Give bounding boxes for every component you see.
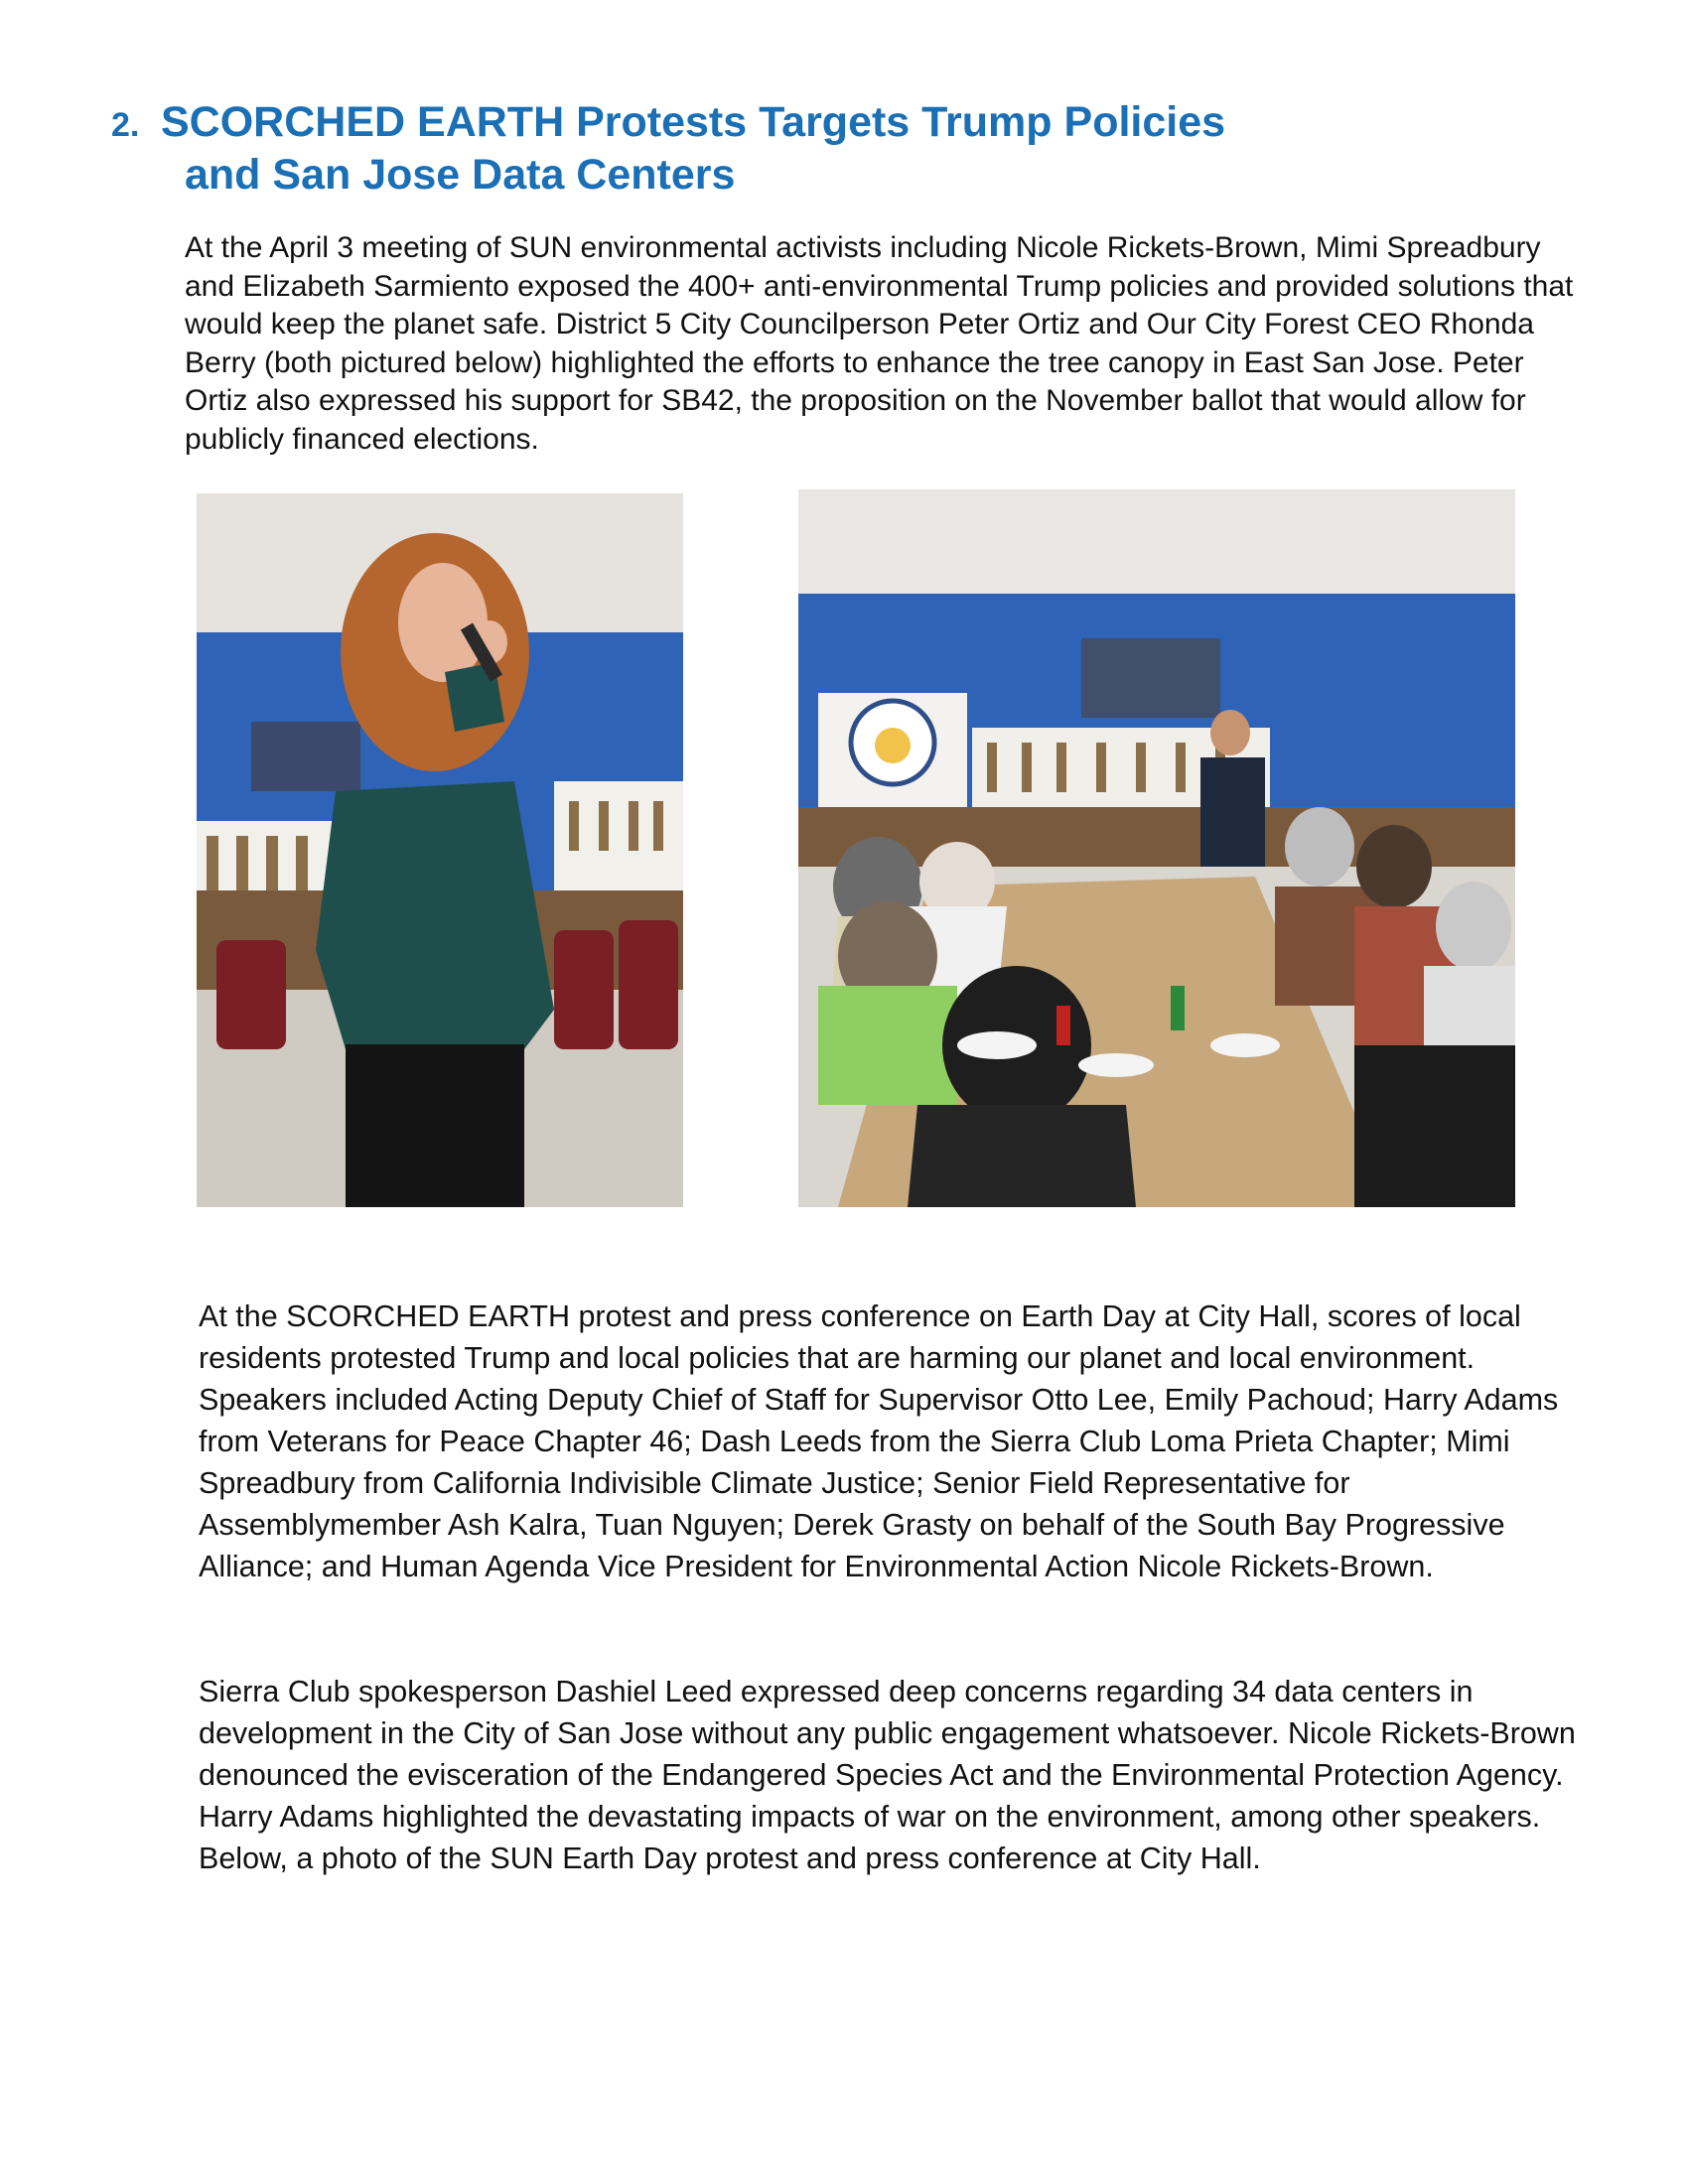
article-heading (111, 97, 1561, 200)
intro-paragraph: At the April 3 meeting of SUN environmental activists including Nicole Rickets-Brown, Mimi Spreadbury and Elizabeth Sarmiento exposed the 400+ anti-environmental Trump policies and provided solutions that would keep the planet safe. District 5 City Councilperson Peter Ortiz and Our City Forest CEO Rhonda Berry (both pictured below) highlighted the efforts to enhance the tree canopy in East San Jose. Peter Ortiz also expressed his support for SB42, the proposition on the November ballot that would allow for publicly financed elections. (185, 231, 1574, 456)
earth-day-paragraph: At the SCORCHED EARTH protest and press conference on Earth Day at City Hall, scores of local residents protested Trump and local policies that are harming our planet and local environment. Speakers included Acting Deputy Chief of Staff for Supervisor Otto Lee, Emily Pachoud; Harry Adams from Veterans for Peace Chapter 46; Dash Leeds from the Sierra Club Loma Prieta Chapter; Mimi Spreadbury from California Indivisible Climate Justice; Senior Field Representative for Assemblymember Ash Kalra, Tuan Nguyen; Derek Grasty on behalf of the South Bay Progressive Alliance; and Human Agenda Vice President for Environmental Action Nicole Rickets-Brown. (199, 1299, 1559, 1583)
article-title-line2: and San Jose Data Centers (185, 151, 736, 199)
section-number: 2. (111, 106, 140, 144)
meeting-photo (798, 489, 1515, 1207)
article-title-line1: SCORCHED EARTH Protests Targets Trump Policies (161, 98, 1226, 146)
data-centers-paragraph: Sierra Club spokesperson Dashiel Leed expressed deep concerns regarding 34 data centers in development in the City of San Jose without any public engagement whatsoever. Nicole Rickets-Brown denounced the evisceration of the Endangered Species Act and the Environmental Protection Agency. Harry Adams highlighted the devastating impacts of war on the environment, among other speakers. Below, a photo of the SUN Earth Day protest and press conference at City Hall. (199, 1675, 1576, 1875)
speaker-photo (197, 493, 683, 1207)
